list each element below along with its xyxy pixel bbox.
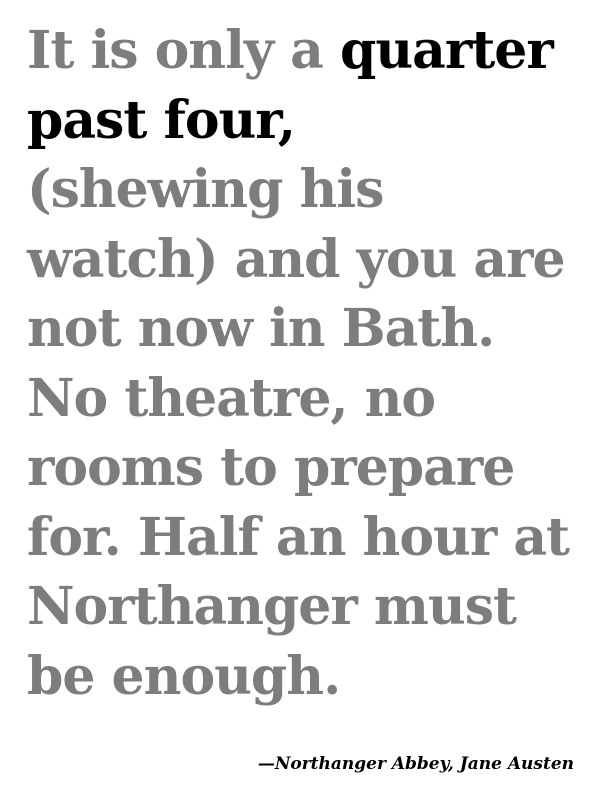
- quote-line-7: rooms to prepare: [27, 437, 515, 498]
- quote-line-1: [27, 16, 587, 86]
- quote-line-4: watch) and you are: [27, 228, 565, 290]
- quote-line-5: not now in Bath.: [27, 298, 495, 359]
- quote-emphasis-quarter: quarter: [339, 20, 553, 81]
- quote-line-10: be enough.: [27, 645, 341, 707]
- quote-line-1-plain: It is only a: [27, 20, 340, 81]
- quote-text: [27, 16, 587, 711]
- quote-attribution: —Northanger Abbey, Jane Austen: [257, 754, 574, 774]
- quote-line-9: Northanger must: [27, 576, 517, 637]
- quote-line-6: No theatre, no: [27, 367, 436, 429]
- quote-emphasis-past-four: past four,: [27, 89, 296, 151]
- quote-line-8: for. Half an hour at: [27, 506, 570, 568]
- quote-line-3: (shewing his: [27, 159, 384, 220]
